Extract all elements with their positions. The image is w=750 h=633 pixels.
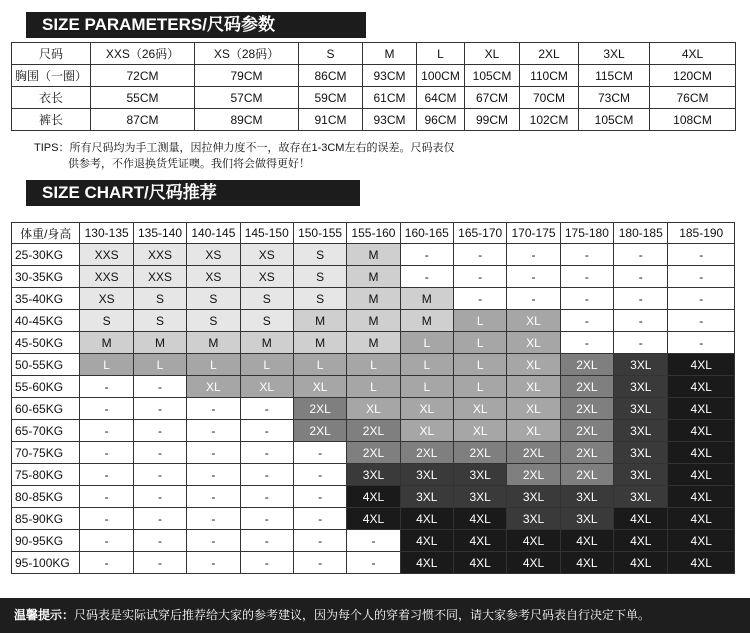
size-cell: M (293, 332, 346, 354)
params-cell: 89CM (195, 109, 299, 131)
size-cell: 3XL (347, 464, 400, 486)
size-cell: XS (187, 244, 240, 266)
params-cell: 67CM (465, 87, 520, 109)
size-cell: - (507, 244, 560, 266)
size-cell: 3XL (614, 398, 668, 420)
size-cell: L (347, 354, 400, 376)
size-cell: L (80, 354, 133, 376)
size-cell: 2XL (560, 464, 613, 486)
size-cell: - (133, 464, 186, 486)
size-cell: 4XL (614, 552, 668, 574)
size-cell: - (133, 376, 186, 398)
size-cell: XS (80, 288, 133, 310)
size-cell: - (293, 442, 346, 464)
params-cell: 96CM (417, 109, 465, 131)
size-cell: 3XL (560, 508, 613, 530)
size-cell: - (400, 266, 453, 288)
size-parameters-table (11, 42, 736, 131)
size-cell: 2XL (507, 442, 560, 464)
size-cell: 4XL (400, 552, 453, 574)
size-cell: - (668, 244, 735, 266)
chart-corner-label: 体重/身高 (12, 223, 80, 244)
size-cell: - (507, 288, 560, 310)
size-cell: - (240, 486, 293, 508)
params-header-cell: L (417, 43, 465, 65)
height-range-header: 180-185 (614, 223, 668, 244)
size-cell: XS (187, 266, 240, 288)
chart-row (12, 398, 735, 420)
size-cell: L (453, 332, 506, 354)
params-row (12, 109, 736, 131)
size-cell: 3XL (507, 486, 560, 508)
chart-row (12, 244, 735, 266)
size-cell: - (187, 442, 240, 464)
chart-row (12, 552, 735, 574)
weight-range-label: 60-65KG (12, 398, 80, 420)
size-cell: - (668, 266, 735, 288)
size-cell: XL (453, 420, 506, 442)
size-cell: 4XL (347, 486, 400, 508)
size-cell: 2XL (560, 398, 613, 420)
size-parameters-title: SIZE PARAMETERS/尺码参数 (26, 12, 366, 38)
chart-row (12, 442, 735, 464)
size-cell: 4XL (668, 398, 735, 420)
params-cell: 61CM (363, 87, 417, 109)
size-cell: - (347, 530, 400, 552)
size-cell: - (453, 288, 506, 310)
size-cell: XXS (133, 266, 186, 288)
size-cell: XL (507, 354, 560, 376)
size-cell: L (400, 354, 453, 376)
height-range-header: 175-180 (560, 223, 613, 244)
params-cell: 115CM (579, 65, 650, 87)
size-cell: M (133, 332, 186, 354)
size-cell: 3XL (400, 486, 453, 508)
size-cell: - (133, 420, 186, 442)
tips-line-2: 供参考，不作退换货凭证噢。我们将会做得更好！ (68, 158, 310, 170)
size-cell: - (80, 486, 133, 508)
weight-range-label: 85-90KG (12, 508, 80, 530)
size-cell: XL (293, 376, 346, 398)
params-header-row (12, 43, 736, 65)
params-cell: 105CM (465, 65, 520, 87)
size-cell: 4XL (668, 508, 735, 530)
size-cell: L (400, 376, 453, 398)
size-cell: 4XL (453, 508, 506, 530)
chart-header-row (12, 223, 735, 244)
params-cell: 93CM (363, 109, 417, 131)
params-cell: 100CM (417, 65, 465, 87)
size-cell: XL (507, 420, 560, 442)
size-cell: - (293, 508, 346, 530)
height-range-header: 135-140 (133, 223, 186, 244)
size-cell: - (80, 508, 133, 530)
size-cell: XL (400, 420, 453, 442)
size-cell: 3XL (614, 486, 668, 508)
size-cell: S (133, 310, 186, 332)
size-cell: 4XL (347, 508, 400, 530)
size-cell: XL (400, 398, 453, 420)
size-cell: - (187, 552, 240, 574)
size-cell: - (400, 244, 453, 266)
size-cell: L (347, 376, 400, 398)
params-row (12, 87, 736, 109)
size-cell: XL (453, 398, 506, 420)
params-cell: 70CM (520, 87, 579, 109)
size-cell: S (240, 310, 293, 332)
height-range-header: 150-155 (293, 223, 346, 244)
size-cell: S (133, 288, 186, 310)
size-cell: 2XL (560, 376, 613, 398)
size-cell: S (187, 288, 240, 310)
size-cell: 2XL (560, 442, 613, 464)
size-cell: - (80, 464, 133, 486)
size-cell: XL (507, 310, 560, 332)
footer-text: 尺码表是实际试穿后推荐给大家的参考建议，因为每个人的穿着习惯不同，请大家参考尺码表自行决定下单。 (74, 608, 651, 622)
params-cell: 76CM (650, 87, 736, 109)
size-cell: 3XL (560, 486, 613, 508)
size-cell: - (614, 332, 668, 354)
size-cell: - (668, 288, 735, 310)
size-cell: - (187, 486, 240, 508)
size-cell: S (293, 266, 346, 288)
size-cell: - (560, 332, 613, 354)
params-cell: 93CM (363, 65, 417, 87)
size-cell: 3XL (614, 464, 668, 486)
params-cell: 91CM (299, 109, 363, 131)
size-cell: - (614, 310, 668, 332)
size-cell: M (347, 288, 400, 310)
size-cell: - (668, 332, 735, 354)
params-cell: 55CM (91, 87, 195, 109)
params-cell: 64CM (417, 87, 465, 109)
weight-range-label: 80-85KG (12, 486, 80, 508)
weight-range-label: 70-75KG (12, 442, 80, 464)
chart-row (12, 266, 735, 288)
weight-range-label: 35-40KG (12, 288, 80, 310)
size-cell: 4XL (668, 486, 735, 508)
size-cell: 2XL (560, 420, 613, 442)
footer-label: 温馨提示： (14, 608, 75, 622)
params-header-cell: 尺码 (12, 43, 91, 65)
size-cell: - (187, 420, 240, 442)
params-row-label: 胸围（一圈） (12, 65, 91, 87)
size-cell: 4XL (668, 442, 735, 464)
size-cell: - (614, 288, 668, 310)
size-cell: - (453, 244, 506, 266)
height-range-header: 170-175 (507, 223, 560, 244)
size-cell: L (293, 354, 346, 376)
size-cell: XS (240, 266, 293, 288)
size-cell: 4XL (560, 530, 613, 552)
params-cell: 99CM (465, 109, 520, 131)
size-cell: 3XL (614, 354, 668, 376)
size-cell: - (293, 464, 346, 486)
size-cell: XL (507, 332, 560, 354)
params-cell: 105CM (579, 109, 650, 131)
tips-line-1: TIPS：所有尺码均为手工测量，因拉伸力度不一，故存在1-3CM左右的误差。尺码表仅 (34, 142, 455, 154)
size-cell: XXS (80, 244, 133, 266)
weight-range-label: 45-50KG (12, 332, 80, 354)
size-cell: - (187, 508, 240, 530)
size-cell: - (560, 266, 613, 288)
weight-range-label: 55-60KG (12, 376, 80, 398)
size-cell: L (400, 332, 453, 354)
size-cell: - (560, 288, 613, 310)
size-cell: - (133, 508, 186, 530)
size-cell: - (293, 486, 346, 508)
size-cell: 2XL (293, 398, 346, 420)
size-cell: M (293, 310, 346, 332)
size-cell: XL (187, 376, 240, 398)
chart-row (12, 376, 735, 398)
size-cell: - (240, 530, 293, 552)
size-cell: - (560, 310, 613, 332)
size-cell: M (347, 310, 400, 332)
size-cell: M (80, 332, 133, 354)
size-cell: S (293, 244, 346, 266)
size-cell: S (80, 310, 133, 332)
size-cell: 2XL (293, 420, 346, 442)
size-cell: M (400, 310, 453, 332)
height-range-header: 145-150 (240, 223, 293, 244)
chart-row (12, 354, 735, 376)
chart-row (12, 530, 735, 552)
size-cell: M (400, 288, 453, 310)
size-cell: - (80, 442, 133, 464)
size-cell: 4XL (507, 552, 560, 574)
size-cell: XL (347, 398, 400, 420)
params-cell: 57CM (195, 87, 299, 109)
size-cell: S (187, 310, 240, 332)
size-cell: - (453, 266, 506, 288)
size-cell: - (240, 552, 293, 574)
size-cell: M (240, 332, 293, 354)
size-cell: 3XL (453, 486, 506, 508)
size-cell: - (133, 398, 186, 420)
size-cell: - (240, 420, 293, 442)
size-cell: L (453, 376, 506, 398)
size-cell: M (347, 332, 400, 354)
size-cell: 4XL (668, 464, 735, 486)
size-cell: - (133, 442, 186, 464)
size-cell: 4XL (507, 530, 560, 552)
weight-range-label: 65-70KG (12, 420, 80, 442)
params-row-label: 衣长 (12, 87, 91, 109)
size-cell: 4XL (668, 530, 735, 552)
size-cell: 2XL (400, 442, 453, 464)
size-chart-title: SIZE CHART/尺码推荐 (26, 180, 360, 206)
height-range-header: 165-170 (453, 223, 506, 244)
size-cell: M (347, 266, 400, 288)
size-cell: XL (507, 398, 560, 420)
weight-range-label: 95-100KG (12, 552, 80, 574)
size-cell: - (240, 442, 293, 464)
size-cell: 4XL (400, 530, 453, 552)
size-cell: 4XL (400, 508, 453, 530)
size-cell: - (507, 266, 560, 288)
size-cell: 3XL (614, 442, 668, 464)
size-cell: 4XL (453, 552, 506, 574)
size-cell: S (293, 288, 346, 310)
params-cell: 86CM (299, 65, 363, 87)
size-cell: 2XL (347, 420, 400, 442)
params-header-cell: 4XL (650, 43, 736, 65)
weight-range-label: 90-95KG (12, 530, 80, 552)
size-cell: M (347, 244, 400, 266)
size-cell: XXS (80, 266, 133, 288)
size-cell: - (187, 398, 240, 420)
params-cell: 102CM (520, 109, 579, 131)
size-cell: - (240, 508, 293, 530)
size-cell: - (80, 530, 133, 552)
size-cell: - (187, 530, 240, 552)
size-cell: XS (240, 244, 293, 266)
size-cell: - (187, 464, 240, 486)
size-cell: 4XL (560, 552, 613, 574)
chart-row (12, 508, 735, 530)
weight-range-label: 30-35KG (12, 266, 80, 288)
chart-row (12, 310, 735, 332)
size-cell: - (293, 530, 346, 552)
chart-row (12, 464, 735, 486)
size-cell: 4XL (668, 420, 735, 442)
weight-range-label: 40-45KG (12, 310, 80, 332)
params-row (12, 65, 736, 87)
size-cell: S (240, 288, 293, 310)
size-chart-table (11, 222, 735, 574)
params-header-cell: XXS（26码） (91, 43, 195, 65)
weight-range-label: 25-30KG (12, 244, 80, 266)
height-range-header: 155-160 (347, 223, 400, 244)
chart-row (12, 332, 735, 354)
size-cell: M (187, 332, 240, 354)
size-cell: - (614, 266, 668, 288)
size-cell: - (668, 310, 735, 332)
size-cell: L (453, 310, 506, 332)
size-cell: 2XL (560, 354, 613, 376)
size-cell: 2XL (507, 464, 560, 486)
size-cell: 3XL (614, 376, 668, 398)
weight-range-label: 75-80KG (12, 464, 80, 486)
size-cell: - (133, 552, 186, 574)
params-cell: 120CM (650, 65, 736, 87)
size-cell: - (240, 464, 293, 486)
height-range-header: 185-190 (668, 223, 735, 244)
size-cell: 4XL (614, 530, 668, 552)
size-cell: - (80, 420, 133, 442)
size-cell: - (80, 376, 133, 398)
size-cell: 2XL (453, 442, 506, 464)
params-cell: 79CM (195, 65, 299, 87)
height-range-header: 160-165 (400, 223, 453, 244)
params-row-label: 裤长 (12, 109, 91, 131)
size-cell: - (240, 398, 293, 420)
params-cell: 87CM (91, 109, 195, 131)
size-cell: 3XL (453, 464, 506, 486)
size-cell: L (187, 354, 240, 376)
size-cell: 2XL (347, 442, 400, 464)
size-cell: 3XL (507, 508, 560, 530)
chart-row (12, 288, 735, 310)
params-header-cell: XS（28码） (195, 43, 299, 65)
size-cell: XXS (133, 244, 186, 266)
size-cell: - (614, 244, 668, 266)
chart-row (12, 486, 735, 508)
params-header-cell: 3XL (579, 43, 650, 65)
size-cell: - (560, 244, 613, 266)
size-cell: - (133, 530, 186, 552)
params-cell: 59CM (299, 87, 363, 109)
size-cell: - (293, 552, 346, 574)
size-cell: - (80, 398, 133, 420)
params-cell: 108CM (650, 109, 736, 131)
height-range-header: 130-135 (80, 223, 133, 244)
size-cell: 4XL (668, 552, 735, 574)
size-cell: - (133, 486, 186, 508)
size-cell: L (453, 354, 506, 376)
size-cell: 3XL (400, 464, 453, 486)
size-cell: - (347, 552, 400, 574)
size-cell: XL (507, 376, 560, 398)
size-cell: L (240, 354, 293, 376)
footer-note (0, 598, 750, 633)
size-cell: 4XL (668, 376, 735, 398)
params-header-cell: 2XL (520, 43, 579, 65)
size-cell: 4XL (614, 508, 668, 530)
params-header-cell: XL (465, 43, 520, 65)
params-cell: 73CM (579, 87, 650, 109)
size-cell: XL (240, 376, 293, 398)
params-cell: 72CM (91, 65, 195, 87)
params-header-cell: S (299, 43, 363, 65)
params-cell: 110CM (520, 65, 579, 87)
size-cell: 3XL (614, 420, 668, 442)
size-cell: 4XL (668, 354, 735, 376)
tips-text (34, 140, 734, 172)
params-header-cell: M (363, 43, 417, 65)
size-cell: 4XL (453, 530, 506, 552)
size-cell: - (80, 552, 133, 574)
height-range-header: 140-145 (187, 223, 240, 244)
size-cell: L (133, 354, 186, 376)
chart-row (12, 420, 735, 442)
weight-range-label: 50-55KG (12, 354, 80, 376)
